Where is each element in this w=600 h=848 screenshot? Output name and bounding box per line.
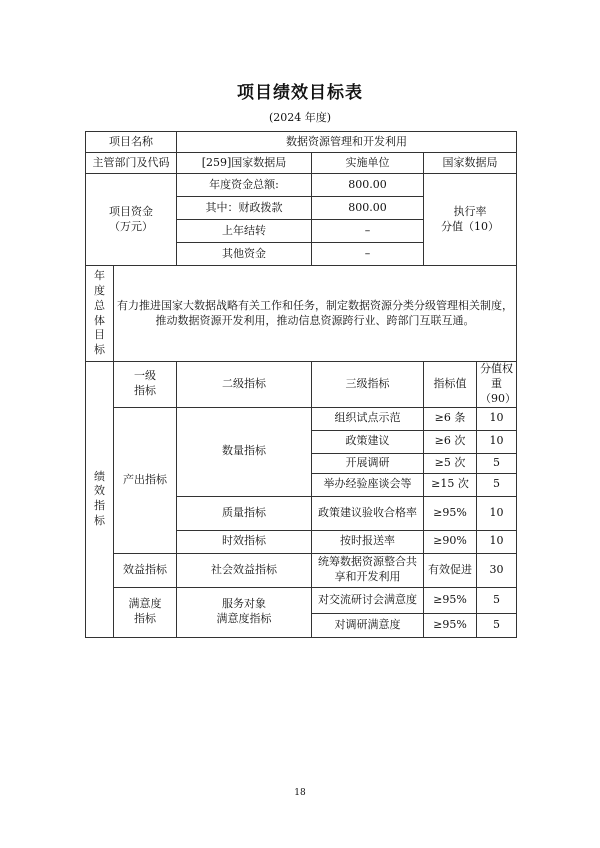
timeliness-label: 时效指标	[177, 530, 312, 553]
indicator-value: ≥95%	[424, 496, 477, 530]
department-row	[86, 153, 517, 174]
indicator-weight: 10	[477, 530, 517, 553]
indicator-value: 有效促进	[424, 553, 477, 587]
funds-label: 项目资金 （万元）	[86, 174, 177, 266]
performance-label: 绩 效 指 标	[86, 362, 114, 638]
satisfaction-label: 满意度 指标	[114, 587, 177, 637]
dept-value: [259]国家数据局	[177, 153, 312, 174]
page-title: 项目绩效目标表	[237, 83, 363, 103]
funds-fiscal-label: 其中：财政拨款	[177, 197, 312, 220]
quality-label: 质量指标	[177, 496, 312, 530]
indicator-name: 开展调研	[312, 453, 424, 473]
indicator-weight: 5	[477, 473, 517, 496]
indicator-weight: 5	[477, 613, 517, 637]
funds-carryover-label: 上年结转	[177, 220, 312, 243]
table-row	[86, 553, 517, 587]
project-name-row	[86, 132, 517, 153]
indicator-weight: 5	[477, 587, 517, 613]
indicator-name: 按时报送率	[312, 530, 424, 553]
indicator-header-row	[86, 362, 517, 408]
performance-table	[85, 131, 517, 638]
indicator-name: 政策建议验收合格率	[312, 496, 424, 530]
indicator-value: ≥95%	[424, 613, 477, 637]
annual-goal-text: 有力推进国家大数据战略有关工作和任务，制定数据资源分类分级管理相关制度，推动数据资源开发利用，推动信息资源跨行业、跨部门互联互通。	[114, 266, 517, 362]
funds-total-value: 800.00	[312, 174, 424, 197]
exec-rate-label: 执行率 分值（10）	[424, 174, 517, 266]
header-level1: 一级 指标	[114, 362, 177, 408]
indicator-name: 统筹数据资源整合共享和开发利用	[312, 553, 424, 587]
funds-carryover-value: –	[312, 220, 424, 243]
funds-row	[86, 174, 517, 197]
output-label: 产出指标	[114, 407, 177, 553]
indicator-name: 政策建议	[312, 430, 424, 453]
annual-goal-row	[86, 266, 517, 362]
funds-other-value: –	[312, 243, 424, 266]
indicator-value: ≥5 次	[424, 453, 477, 473]
indicator-value: ≥6 条	[424, 407, 477, 430]
dept-label: 主管部门及代码	[86, 153, 177, 174]
header-level2: 二级指标	[177, 362, 312, 408]
indicator-value: ≥90%	[424, 530, 477, 553]
indicator-value: ≥6 次	[424, 430, 477, 453]
header-weight: 分值权重 （90）	[477, 362, 517, 408]
indicator-weight: 30	[477, 553, 517, 587]
header-value: 指标值	[424, 362, 477, 408]
benefit-label: 效益指标	[114, 553, 177, 587]
funds-other-label: 其他资金	[177, 243, 312, 266]
table-row	[86, 587, 517, 613]
indicator-weight: 10	[477, 430, 517, 453]
indicator-name: 组织试点示范	[312, 407, 424, 430]
header-level3: 三级指标	[312, 362, 424, 408]
indicator-name: 对调研满意度	[312, 613, 424, 637]
indicator-name: 对交流研讨会满意度	[312, 587, 424, 613]
indicator-weight: 10	[477, 407, 517, 430]
quantity-label: 数量指标	[177, 407, 312, 496]
indicator-weight: 10	[477, 496, 517, 530]
funds-total-label: 年度资金总额:	[177, 174, 312, 197]
project-name-value: 数据资源管理和开发利用	[177, 132, 517, 153]
indicator-value: ≥15 次	[424, 473, 477, 496]
table-row	[86, 407, 517, 430]
service-satisfaction-label: 服务对象 满意度指标	[177, 587, 312, 637]
impl-value: 国家数据局	[424, 153, 517, 174]
indicator-weight: 5	[477, 453, 517, 473]
page-subtitle: (2024 年度)	[268, 111, 332, 124]
impl-label: 实施单位	[312, 153, 424, 174]
page-number: 18	[294, 788, 306, 798]
funds-fiscal-value: 800.00	[312, 197, 424, 220]
social-benefit-label: 社会效益指标	[177, 553, 312, 587]
project-name-label: 项目名称	[86, 132, 177, 153]
indicator-name: 举办经验座谈会等	[312, 473, 424, 496]
indicator-value: ≥95%	[424, 587, 477, 613]
annual-goal-label: 年 度 总 体 目 标	[86, 266, 114, 362]
